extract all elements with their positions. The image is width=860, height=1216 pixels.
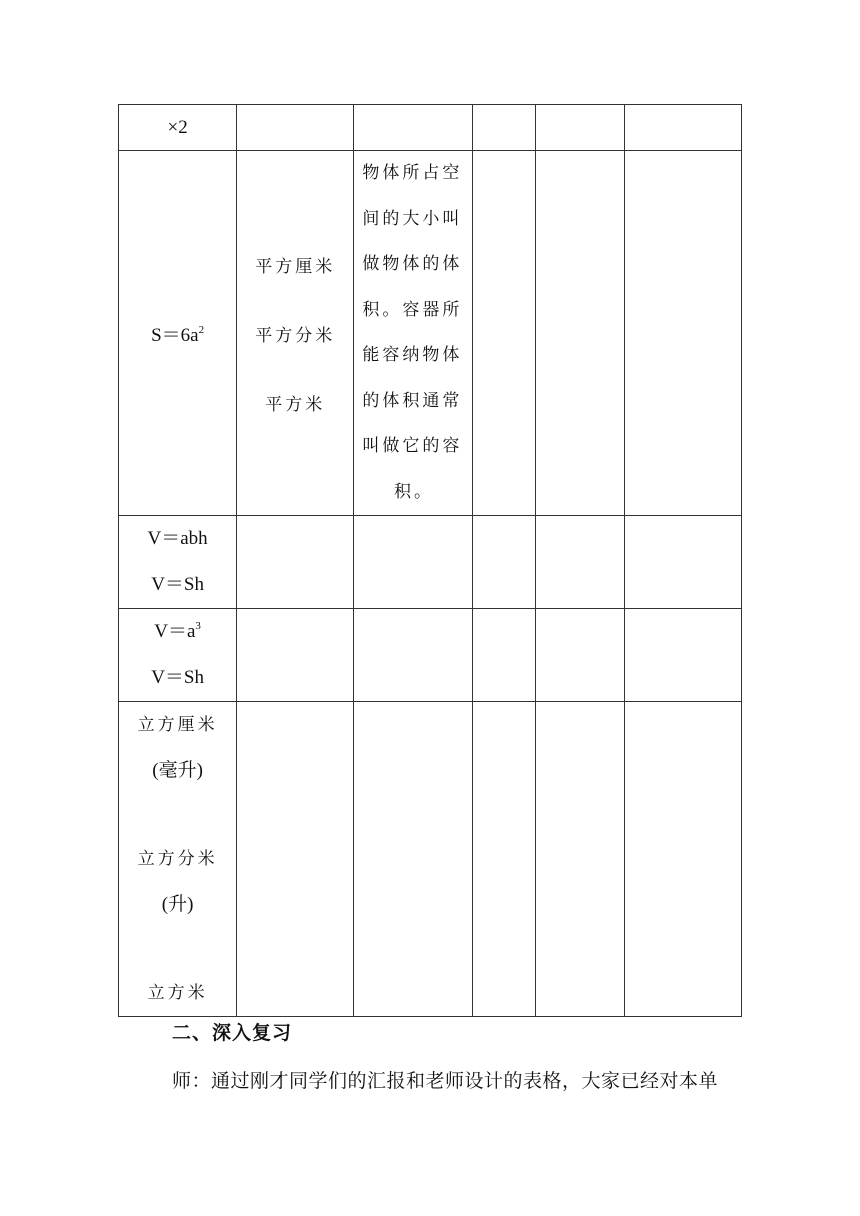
table-cell [472, 516, 535, 609]
table-cell [237, 105, 354, 151]
table-cell [354, 151, 472, 516]
table-cell [535, 105, 624, 151]
table-cell [535, 151, 624, 516]
table-cell [354, 516, 472, 609]
table-cell [535, 609, 624, 702]
table-cell [624, 151, 741, 516]
table-cell [535, 516, 624, 609]
table-cell [624, 609, 741, 702]
cube-volume-formula: $V=a^3$ [154, 620, 201, 642]
table-cell [354, 609, 472, 702]
review-table [118, 104, 742, 1017]
table-cell [119, 516, 237, 609]
volume-unit: 立方米 [147, 982, 208, 1003]
volume-unit-alias: (升) [161, 893, 194, 915]
table-row [119, 516, 742, 609]
table-cell [237, 516, 354, 609]
table-cell [354, 702, 472, 1017]
cuboid-volume-formula: V＝abh [147, 528, 208, 549]
table-cell [624, 516, 741, 609]
volume-units-list [119, 703, 236, 1016]
table-cell [237, 609, 354, 702]
area-unit: 平方分米 [255, 325, 336, 346]
volume-definition: 物体所占空 间的大小叫 做物体的体 积。容器所 能容纳物体 的体积通常 叫做它的容 积。 [362, 163, 463, 502]
prism-volume-formula: V＝Sh [151, 667, 204, 688]
prism-volume-formula: V＝Sh [151, 574, 204, 595]
table-cell [237, 151, 354, 516]
table-cell [535, 702, 624, 1017]
volume-unit-alias: (毫升) [152, 759, 203, 781]
table-cell [472, 609, 535, 702]
table-cell [624, 105, 741, 151]
table-row [119, 151, 742, 516]
table-cell [237, 702, 354, 1017]
section-paragraph: 师：通过刚才同学们的汇报和老师设计的表格，大家已经对本单 [172, 1070, 719, 1092]
formula-text: ×2 [167, 116, 188, 138]
table-cell [119, 105, 237, 151]
table-cell [472, 151, 535, 516]
table-cell [119, 151, 237, 516]
table-cell [624, 702, 741, 1017]
table-row [119, 702, 742, 1017]
table-cell [472, 702, 535, 1017]
area-unit: 平方厘米 [255, 256, 336, 277]
area-unit: 平方米 [265, 394, 326, 415]
volume-unit: 立方分米 [137, 848, 218, 869]
table-row [119, 609, 742, 702]
area-units-list [237, 252, 353, 415]
surface-area-formula: $S=6a^2$ [151, 323, 205, 346]
table-cell [119, 609, 237, 702]
table-cell [472, 105, 535, 151]
table-row [119, 105, 742, 151]
section-heading: 二、深入复习 [172, 1022, 293, 1044]
volume-unit: 立方厘米 [137, 714, 218, 735]
table-cell [354, 105, 472, 151]
table-cell [119, 702, 237, 1017]
